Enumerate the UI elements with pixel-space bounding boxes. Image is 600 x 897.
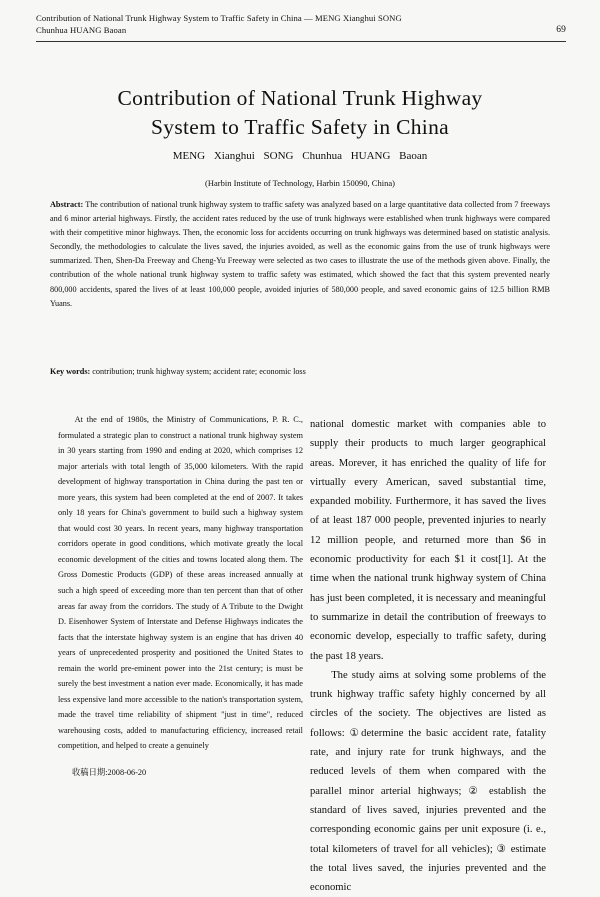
title-line2: System to Traffic Safety in China [151, 115, 449, 139]
running-title-line2: Chunhua HUANG Baoan [36, 25, 127, 35]
authors: MENG Xianghui SONG Chunhua HUANG Baoan [172, 150, 428, 162]
right-column-paragraph-1: national domestic market with companies able to supply their products to much larger geographical areas. Morever, it has enriched the quality of life for virtually every American, saved substantial time, expanded mobility. Furthermore, it has saved the lives of at least 187 000 people, prevented injuries to nearly 12 million people, and returned more than $6 in economic productivity for each $1 it cost[1]. At the time when the national trunk highway system of China has just been completed, it is necessary and meaningful to summarize in detail the contribution of freeways to economic develop, especially to traffic safety, during the past 18 years. [310, 419, 546, 662]
abstract-text: The contribution of national trunk highway system to traffic safety was analyzed based on a large quantitative data collected from 7 freeways and 6 minor arterial highways. Firstly, the accident rates reduced by the use of trunk highways were established when trunk highways were compared with their competitive minor highways. Then, the economic loss for accidents occurring on trunk highways was determined based on statistic analysis. Secondly, the methodologies to calculate the lives saved, the injuries avoided, as well as the economic gains from the use of trunk highways were summarized. Then, Shen-Da Freeway and Cheng-Yu Freeway were selected as two cases to illustrate the use of the methods given above. Finally, the contribution of the whole national trunk highway system to traffic safety was estimated, which showed the fact that this system prevented nearly 800,000 accidents, spared the lives of at least 100,000 people, avoided injuries of 580,000 people, and saved economic gains of 12.5 billion RMB Yuans. [50, 200, 550, 308]
left-column-text: At the end of 1980s, the Ministry of Communications, P. R. C., formulated a strategic plan to construct a national trunk highway system in 30 years starting from 1990 and ending at 2020, which comprises 12 major arterials with total length of 35,000 kilometers. With the rapid development of highway transportation in China during the past ten or more years, this system had been completed at the end of 2007. It takes only 18 years for China's government to build such a highway system that would cost 30 years. In recent years, many highway transportation corridors operate in good conditions, which motivate greatly the local economic development of the cities and towns located along them. The Gross Domestic Products (GDP) of these areas increased annually at such a high speed of exceeding more than ten percent than that of other areas far away from the corridors. The study of A Tribute to the Dwight D. Eisenhower System of Interstate and Defense Highways indicates the facts that the interstate highway system is an engine that has driven 40 years of unprecedented prosperity and positioned the United States to remain the world pre-eminent power into the 21st century; is must be surely the best investment a nation ever made. Economically, it has made less expensive land more accessible to the nation's transportation system, made the travel time reliability of shipment "just in time", reduced warehousing costs, added to manufacturing efficiency, increased retail competition, and helped to create a genuinely [58, 415, 303, 751]
title-line1: Contribution of National Trunk Highway [117, 86, 483, 110]
right-column-paragraph-2: The study aims at solving some problems of the trunk highway traffic safety highly concerned by all circles of the society. The objectives are listed as follows: ①determine the basic accident rate, fatality rate, and injury rate for trunk highways, and the reduced levels of them when compared with the parallel minor arterial highways; ② establish the standard of lives saved, injuries prevented and the corresponding economic gains per unit exposure (i. e., total kilometers of travel for all vehicles); ③ estimate the total lives saved, the injuries prevented and the economic [310, 669, 546, 894]
keywords-text: contribution; trunk highway system; accident rate; economic loss [90, 367, 306, 376]
left-column [58, 412, 303, 754]
running-title-line1: Contribution of National Trunk Highway System to Traffic Safety in China — MENG Xianghui SONG [36, 13, 402, 23]
abstract-label: Abstract: [50, 200, 84, 209]
header-rule [36, 41, 566, 42]
affiliation: (Harbin Institute of Technology, Harbin 150090, China) [205, 178, 395, 188]
paper-title [30, 84, 570, 142]
abstract [50, 198, 550, 311]
running-header [36, 12, 566, 36]
page-number: 69 [556, 25, 566, 35]
keywords-label: Key words: [50, 367, 91, 376]
received-date-footnote: 收稿日期:2008-06-20 [72, 768, 147, 777]
right-column [310, 415, 546, 897]
keywords [50, 367, 550, 376]
